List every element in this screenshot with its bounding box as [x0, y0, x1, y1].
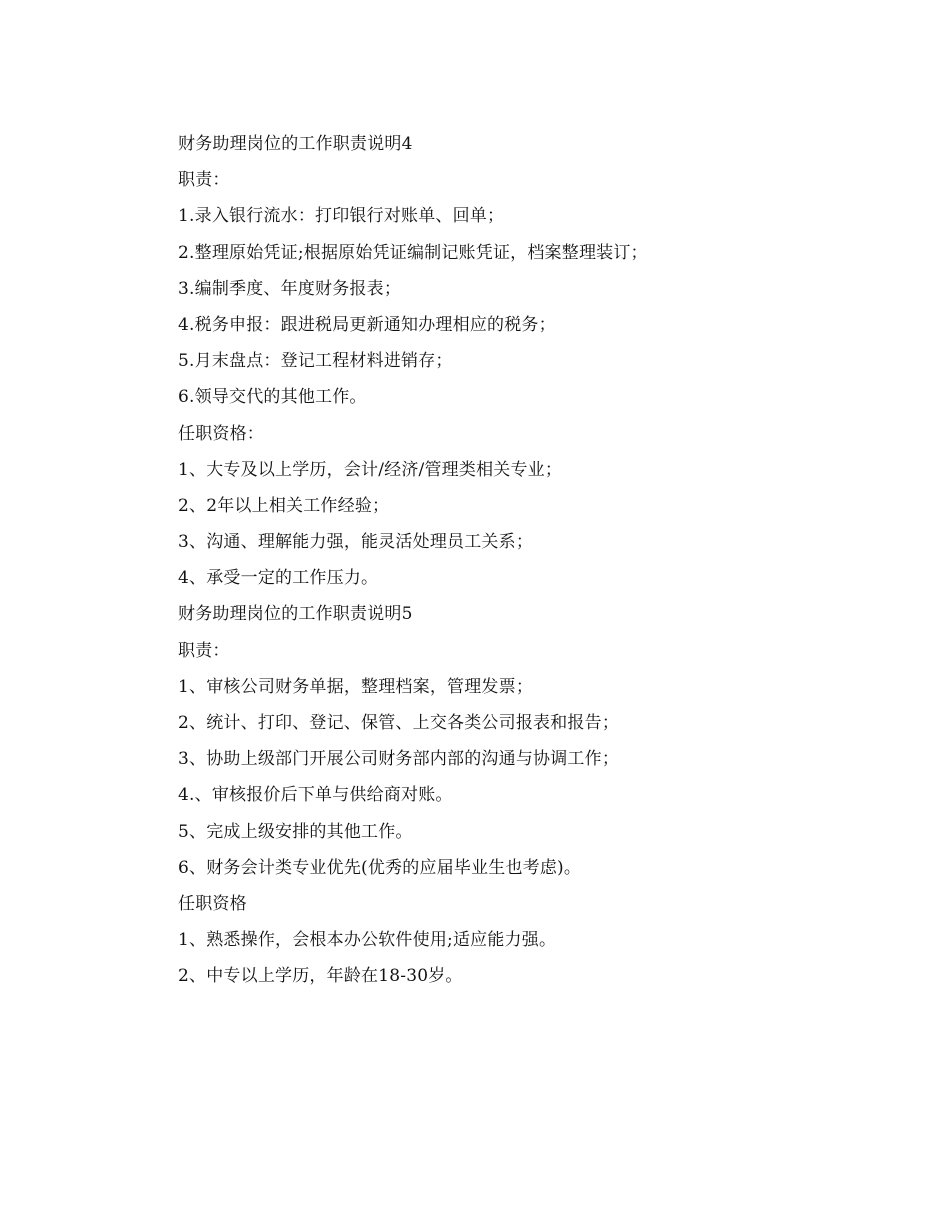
qualification-item: 2、中专以上学历，年龄在18-30岁。 [178, 966, 463, 987]
duty-item: 3.编制季度、年度财务报表； [178, 278, 402, 299]
qualifications-heading: 任职资格 [178, 893, 247, 914]
duty-item: 1.录入银行流水：打印银行对账单、回单； [178, 206, 505, 227]
duty-item: 2、统计、打印、登记、保管、上交各类公司报表和报告； [178, 713, 620, 733]
duties-heading: 职责： [178, 640, 230, 661]
duty-item: 3、协助上级部门开展公司财务部内部的沟通与协调工作； [178, 749, 620, 770]
duty-item: 4.税务申报：跟进税局更新通知办理相应的税务； [178, 314, 556, 335]
document-body [178, 126, 878, 995]
duty-item: 6.领导交代的其他工作。 [178, 387, 367, 408]
qualification-item: 3、沟通、理解能力强，能灵活处理员工关系； [178, 532, 534, 553]
duty-item: 5、完成上级安排的其他工作。 [178, 821, 413, 842]
duty-item: 2.整理原始凭证;根据原始凭证编制记账凭证，档案整理装订； [178, 242, 648, 263]
qualifications-heading: 任职资格： [178, 423, 264, 444]
duties-heading: 职责： [178, 170, 230, 191]
duty-item: 5.月末盘点：登记工程材料进销存； [178, 351, 453, 372]
duty-item: 4.、审核报价后下单与供给商对账。 [178, 785, 453, 806]
duty-item: 6、财务会计类专业优先(优秀的应届毕业生也考虑)。 [178, 857, 582, 878]
section-title-4: 财务助理岗位的工作职责说明4 [178, 134, 413, 154]
qualification-item: 4、承受一定的工作压力。 [178, 568, 379, 589]
qualification-item: 2、2年以上相关工作经验； [178, 495, 390, 516]
qualification-item: 1、大专及以上学历，会计/经济/管理类相关专业； [178, 459, 563, 480]
duty-item: 1、审核公司财务单据，整理档案，管理发票； [178, 676, 534, 697]
section-title-5: 财务助理岗位的工作职责说明5 [178, 604, 413, 625]
qualification-item: 1、熟悉操作，会根本办公软件使用;适应能力强。 [178, 930, 557, 951]
